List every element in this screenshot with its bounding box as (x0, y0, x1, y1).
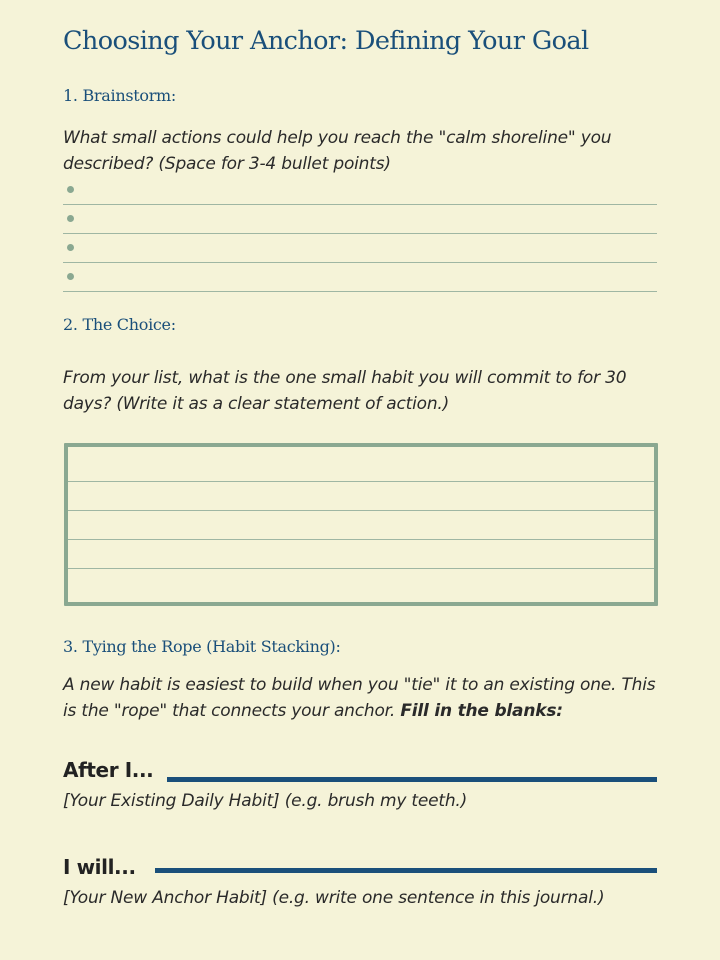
choice-rule-line (68, 481, 654, 482)
section-3-heading: 3. Tying the Rope (Habit Stacking): (63, 637, 341, 656)
after-label: After I... (63, 758, 154, 782)
page-title: Choosing Your Anchor: Defining Your Goal (63, 26, 589, 56)
bullet-line-3[interactable] (63, 234, 657, 263)
section-1-heading: 1. Brainstorm: (63, 86, 177, 105)
section-3-prompt-text: A new habit is easiest to build when you "tie" it to an existing one. This is the "rope" that connects your anchor. (63, 675, 656, 721)
bullet-icon (67, 215, 74, 222)
section-2-heading: 2. The Choice: (63, 315, 176, 334)
will-hint: [Your New Anchor Habit] (e.g. write one sentence in this journal.) (63, 888, 605, 908)
will-fill-line[interactable] (155, 868, 657, 873)
bullet-line-2[interactable] (63, 205, 657, 234)
choice-writing-box[interactable] (64, 443, 658, 606)
bullet-icon (67, 273, 74, 280)
section-3-prompt-bold: Fill in the blanks: (400, 700, 563, 721)
choice-rule-line (68, 539, 654, 540)
worksheet-page (63, 0, 657, 960)
bullet-icon (67, 244, 74, 251)
bullet-icon (67, 186, 74, 193)
section-2-prompt: From your list, what is the one small habit you will commit to for 30 days? (Write it as a clear statement of action.) (63, 368, 627, 414)
section-3-prompt (63, 673, 657, 724)
section-1-prompt: What small actions could help you reach the "calm shoreline" you described? (Space for 3-4 bullet points) (63, 128, 612, 174)
choice-rule-line (68, 568, 654, 569)
bullet-line-4[interactable] (63, 263, 657, 292)
will-label: I will... (63, 855, 136, 879)
after-hint: [Your Existing Daily Habit] (e.g. brush my teeth.) (63, 791, 468, 811)
bullet-line-1[interactable] (63, 176, 657, 205)
choice-rule-line (68, 510, 654, 511)
after-fill-line[interactable] (167, 777, 657, 782)
